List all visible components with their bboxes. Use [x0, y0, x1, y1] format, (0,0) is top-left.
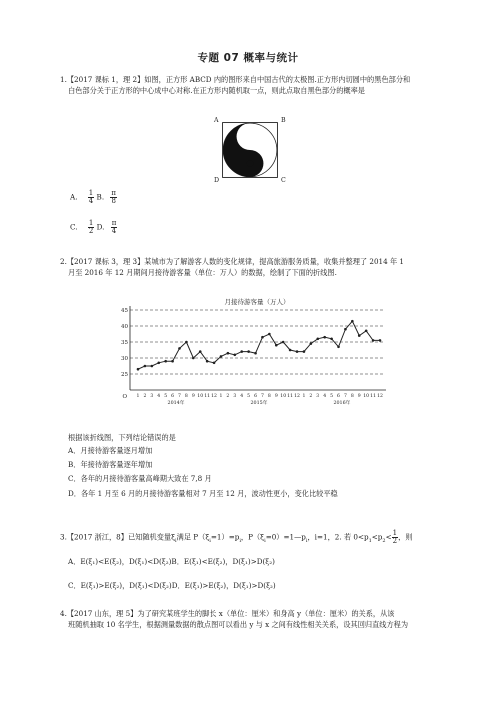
- x-tick-label: 1: [219, 394, 223, 399]
- x-tick-label: 3: [233, 394, 237, 399]
- q1-stem-line-2: 白色部分关于正方形的中心成中心对称.在正方形内随机取一点，则此点取自黑色部分的概率是: [68, 86, 365, 96]
- x-tick-label: 8: [184, 394, 188, 399]
- q3-stem-g: <p: [371, 532, 383, 542]
- y-tick-label: 40: [121, 324, 128, 330]
- q2-stem-line-1: 2.【2017 课标 3，理 3】某城市为了解游客人数的变化规律，提高旅游服务质量，收集并整理了 2014 年 1: [60, 257, 404, 266]
- option-a-den: 4: [88, 197, 94, 205]
- q1-stem-line-1: 1.【2017 课标 1，理 2】如图，正方形 ABCD 内的图形来自中国古代的太极图.正方形内切圆中的黑色部分和: [60, 75, 411, 84]
- x-tick-label: 10: [280, 394, 287, 399]
- x-tick-label: 5: [330, 394, 334, 399]
- q3-stem-e: =0）=1—p: [265, 532, 306, 542]
- q2-option-b: B．年接待游客量逐年增加: [68, 460, 153, 470]
- x-tick-label: 2: [309, 394, 313, 399]
- q3-sub-i-3: i: [239, 537, 241, 544]
- x-tick-label: 7: [178, 394, 181, 399]
- option-d-label: D.: [96, 222, 105, 232]
- series-line: [138, 321, 380, 369]
- q3-half-num: 1: [392, 529, 398, 537]
- corner-label-c: C: [281, 177, 286, 184]
- x-tick-label: 11: [287, 394, 294, 399]
- page-title: 专题 07 概率与统计: [197, 52, 299, 64]
- data-point: [268, 333, 271, 336]
- x-tick-label: 9: [274, 394, 278, 399]
- option-d-fraction: [111, 220, 118, 235]
- x-tick-label: 12: [377, 394, 383, 399]
- y-tick-label: 25: [121, 372, 128, 378]
- x-tick-label: 9: [191, 394, 195, 399]
- q3-sub-i-4: i: [264, 537, 266, 544]
- option-b-num: π: [111, 189, 117, 197]
- q3-stem-f: ，i=1，2. 若 0<p: [307, 532, 369, 542]
- q3-sub-i-5: i: [305, 537, 308, 544]
- x-tick-label: 5: [164, 394, 168, 399]
- data-point: [358, 334, 361, 337]
- data-point: [171, 360, 174, 363]
- question-4: [60, 608, 460, 630]
- q2-option-a: A．月接待游客量逐月增加: [68, 446, 153, 456]
- corner-label-a: A: [214, 117, 219, 124]
- option-d-num: π: [111, 219, 117, 227]
- data-point: [275, 344, 278, 347]
- data-point: [303, 350, 306, 353]
- taiji-icon: [222, 122, 278, 178]
- x-tick-label: 5: [247, 394, 251, 399]
- question-2: [60, 256, 460, 278]
- data-point: [192, 357, 195, 360]
- x-tick-label: 12: [211, 394, 217, 399]
- x-tick-label: 7: [260, 394, 264, 399]
- q2-options: [68, 432, 468, 499]
- q2-question-line: 根据该折线图，下列结论错误的是: [68, 433, 176, 442]
- q3-sub-2: 2: [382, 537, 386, 544]
- question-1: [60, 74, 460, 96]
- q3-stem-a: 3.【2017 浙江，8】已知随机变量ξ: [60, 532, 176, 542]
- year-label: 2015年: [250, 401, 268, 406]
- x-tick-label: 12: [294, 394, 300, 399]
- x-tick-label: 6: [254, 394, 258, 399]
- q3-stem-i: ，则: [398, 532, 413, 542]
- x-tick-label: 3: [316, 394, 320, 399]
- y-tick-label: 45: [121, 308, 128, 314]
- x-tick-label: 4: [323, 394, 327, 399]
- year-label: 2014年: [167, 401, 185, 406]
- year-label: 2016年: [333, 401, 351, 406]
- option-a-label: A.: [70, 192, 78, 202]
- data-point: [247, 350, 250, 353]
- corner-label-d: D: [214, 177, 220, 184]
- data-point: [206, 360, 209, 363]
- data-point: [344, 328, 347, 331]
- option-a-num: 1: [88, 189, 94, 197]
- q3-option-line-2: C．E(ξ₁)>E(ξ₂)，D(ξ₁)<D(ξ₂)D．E(ξ₁)>E(ξ₂)，D(ξ₁)>D(ξ₂): [68, 581, 276, 590]
- x-tick-label: 1: [136, 394, 140, 399]
- q3-option-line-1: A．E(ξ₁)<E(ξ₂)，D(ξ₁)<D(ξ₂)B．E(ξ₁)<E(ξ₂)，D(ξ₁)>D(ξ₂): [68, 557, 275, 566]
- data-point: [137, 368, 140, 371]
- data-point: [254, 352, 257, 355]
- q4-stem-line-1: 4.【2017 山东，理 5】为了研究某班学生的脚长 x（单位：厘米）和身高 y（单位：厘米）的关系，从该: [60, 609, 395, 618]
- x-tick-label: 3: [150, 394, 154, 399]
- data-point: [351, 320, 354, 323]
- x-tick-label: 8: [267, 394, 271, 399]
- x-tick-label: 9: [357, 394, 361, 399]
- data-point: [234, 354, 237, 357]
- visitor-line-chart: [118, 296, 390, 414]
- y-tick-label: 30: [121, 356, 128, 362]
- data-point: [185, 341, 188, 344]
- data-point: [261, 336, 264, 339]
- data-point: [337, 346, 340, 349]
- q3-sub-1: 1: [368, 537, 372, 544]
- x-tick-label: 10: [197, 394, 204, 399]
- q3-stem-d: ，P（ξ: [240, 532, 265, 542]
- q2-option-c: C．各年的月接待游客量高峰期大致在 7,8 月: [68, 474, 212, 484]
- data-point: [227, 352, 230, 355]
- option-b-label: B.: [96, 192, 105, 202]
- option-d-den: 4: [111, 227, 117, 235]
- q3-stem-c: =1）=p: [210, 532, 240, 542]
- q2-stem-line-2: 月至 2016 年 12 月期间月接待游客量（单位：万人）的数据，绘制了下面的折线图.: [68, 268, 337, 278]
- q3-half-den: 2: [392, 537, 398, 545]
- data-point: [213, 362, 216, 365]
- x-tick-label: 6: [337, 394, 340, 399]
- q3-stem-h: <: [385, 532, 392, 542]
- data-point: [240, 350, 243, 353]
- corner-label-b: B: [281, 117, 286, 124]
- q1-option-ab: [70, 190, 117, 205]
- data-point: [296, 350, 299, 353]
- origin-label: O: [122, 394, 127, 400]
- x-tick-label: 6: [171, 394, 175, 399]
- data-point: [178, 347, 181, 350]
- option-c-num: 1: [88, 219, 94, 227]
- x-tick-label: 10: [363, 394, 370, 399]
- y-tick-label: 35: [121, 340, 128, 346]
- x-tick-label: 11: [370, 394, 377, 399]
- data-point: [157, 362, 160, 365]
- chart-title: 月接待游客量（万人）: [224, 298, 290, 306]
- x-tick-label: 4: [157, 394, 161, 399]
- data-point: [323, 336, 326, 339]
- data-point: [151, 365, 154, 368]
- x-tick-label: 1: [302, 394, 306, 399]
- q4-stem-line-2: 班随机抽取 10 名学生，根据测量数据的散点图可以看出 y 与 x 之间有线性相关关系，设其回归直线方程为: [68, 620, 409, 630]
- data-point: [164, 360, 167, 363]
- q3-sub-i-2: i: [209, 537, 211, 544]
- data-point: [220, 355, 223, 358]
- data-point: [310, 342, 313, 345]
- q3-sub-i: i: [175, 537, 177, 544]
- q3-stem-b: 满足 P（ξ: [176, 532, 210, 542]
- data-point: [289, 349, 292, 352]
- data-point: [199, 350, 202, 353]
- x-tick-label: 2: [143, 394, 147, 399]
- x-tick-label: 2: [226, 394, 230, 399]
- data-point: [144, 365, 147, 368]
- option-b-fraction: [110, 190, 117, 205]
- x-tick-label: 4: [240, 394, 244, 399]
- data-point: [379, 339, 382, 342]
- x-tick-label: 7: [343, 394, 347, 399]
- data-point: [316, 338, 319, 341]
- data-point: [282, 341, 285, 344]
- data-point: [330, 338, 333, 341]
- x-tick-label: 11: [204, 394, 211, 399]
- q1-option-cd: [70, 220, 117, 235]
- x-tick-label: 8: [350, 394, 354, 399]
- data-point: [372, 339, 375, 342]
- question-3: [60, 530, 460, 546]
- option-c-fraction: [88, 220, 94, 235]
- option-a-fraction: [88, 190, 94, 205]
- q2-option-d: D．各年 1 月至 6 月的月接待游客量相对 7 月至 12 月，波动性更小，变化比较平稳: [68, 488, 338, 498]
- option-b-den: 8: [111, 197, 116, 205]
- data-point: [365, 330, 368, 333]
- option-c-label: C.: [70, 222, 78, 232]
- option-c-den: 2: [88, 227, 94, 235]
